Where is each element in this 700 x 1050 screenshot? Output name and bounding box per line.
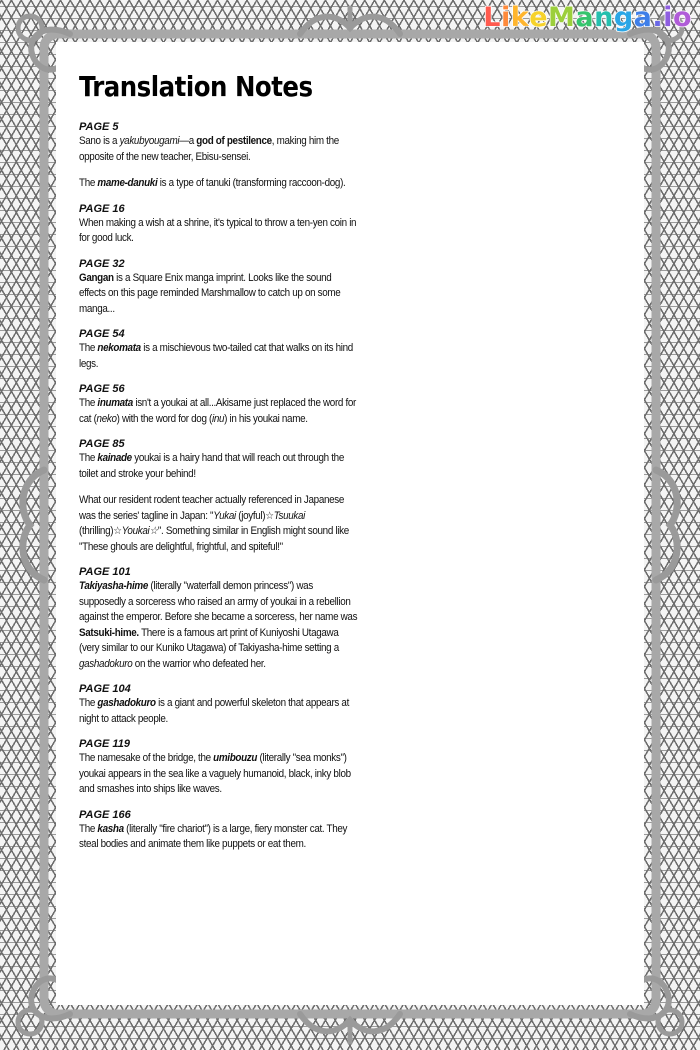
page-reference: PAGE 56: [79, 383, 125, 395]
text-run: There is a famous art print of Kuniyoshi Utagawa (very similar to our Kuniko Utagawa) of Takiyasha-hime setting a: [79, 626, 339, 654]
note-section: [79, 203, 379, 247]
text-run: The: [79, 342, 98, 354]
text-run: is a Square Enix manga imprint. Looks like the sound effects on this page reminded Marshmallow to catch up on some manga...: [79, 271, 341, 315]
text-run: inumata: [97, 397, 133, 409]
text-run: ) in his youkai name.: [224, 412, 308, 425]
watermark-letter: i: [500, 2, 511, 33]
text-run: god of pestilence: [196, 135, 272, 147]
page-reference: PAGE 32: [79, 257, 125, 270]
note-section: [79, 328, 379, 372]
text-run: The: [79, 177, 98, 189]
text-run: (literally "waterfall demon princess") was supposedly a sorceress who raised an army of youkai in a rebellion against the emperor. Before she became a sorceress, her name was: [79, 580, 358, 623]
text-run: on the warrior who defeated her.: [132, 657, 266, 670]
note-section: [79, 566, 379, 672]
page-reference: PAGE 16: [79, 202, 125, 215]
page-reference: PAGE 166: [79, 808, 131, 821]
note-paragraph: [79, 751, 358, 798]
note-paragraph: [79, 493, 358, 555]
note-paragraph: [79, 451, 358, 482]
note-section: [79, 121, 379, 192]
text-run: is a mischievous two-tailed cat that walks on its hind legs.: [79, 342, 353, 370]
text-run: umibouzu: [213, 752, 258, 764]
watermark-letter: a: [575, 2, 595, 33]
watermark-letter: g: [613, 2, 634, 33]
text-run: What our resident rodent teacher actually referenced in Japanese was the series' tagline in Japan: ": [79, 494, 345, 522]
note-paragraph: [79, 579, 358, 672]
text-run: Tsuukai: [273, 509, 306, 522]
note-section: [79, 438, 379, 555]
note-section: [79, 258, 379, 318]
text-run: is a type of tanuki (transforming raccoon-dog).: [157, 177, 346, 189]
text-run: The: [79, 397, 98, 409]
page-reference: PAGE 101: [79, 566, 131, 578]
text-run: nekomata: [97, 342, 141, 354]
text-run: The: [79, 452, 98, 464]
note-paragraph: [79, 822, 358, 853]
text-run: inu: [211, 412, 225, 425]
text-run: isn't a youkai at all...Akisame just replaced the word for cat (: [79, 397, 357, 425]
watermark-letter: .: [652, 2, 664, 33]
page-reference: PAGE 5: [79, 121, 119, 133]
text-run: The: [79, 822, 98, 835]
text-run: (thrilling)☆: [79, 525, 122, 537]
text-run: Yukai: [213, 509, 236, 522]
note-paragraph: [79, 176, 358, 192]
translation-notes: [79, 70, 379, 864]
watermark-letter: M: [548, 2, 576, 33]
text-run: ) with the word for dog (: [116, 412, 212, 425]
text-run: kasha: [97, 822, 124, 835]
watermark-letter: k: [510, 2, 530, 33]
watermark-letter: L: [483, 2, 501, 33]
text-run: The namesake of the bridge, the: [79, 752, 214, 764]
note-section: [79, 383, 379, 427]
page-reference: PAGE 54: [79, 328, 125, 340]
text-run: youkai is a hairy hand that will reach out through the toilet and stroke your behind!: [79, 452, 344, 480]
text-run: The: [79, 697, 98, 709]
notes-list: [79, 121, 379, 853]
text-run: Satsuki-hime.: [79, 626, 139, 639]
text-run: —a: [179, 135, 197, 147]
watermark-logo: [483, 2, 692, 33]
text-run: Gangan: [79, 271, 114, 284]
note-section: [79, 809, 379, 853]
text-run: is a giant and powerful skeleton that appears at night to attack people.: [79, 697, 349, 725]
watermark-letter: n: [594, 2, 614, 33]
watermark-letter: o: [672, 2, 692, 33]
text-run: mame-danuki: [97, 177, 158, 189]
text-run: (joyful)☆: [235, 509, 274, 522]
text-run: Takiyasha-hime: [79, 580, 149, 592]
note-paragraph: [79, 341, 358, 372]
note-paragraph: [79, 216, 358, 247]
text-run: Sano is a: [79, 135, 120, 147]
page-reference: PAGE 85: [79, 438, 125, 450]
text-run: neko: [96, 412, 117, 425]
text-run: yakubyougami: [119, 135, 180, 147]
text-run: , making him the opposite of the new teacher, Ebisu-sensei.: [79, 135, 339, 163]
text-run: gashadokuro: [79, 657, 133, 670]
text-run: (literally "fire chariot") is a large, fiery monster cat. They steal bodies and animate them like puppets or eat them.: [79, 822, 348, 850]
text-run: Youkai☆: [121, 525, 158, 537]
note-section: [79, 738, 379, 798]
text-run: When making a wish at a shrine, it's typical to throw a ten-yen coin in for good luck.: [79, 216, 357, 244]
page-reference: PAGE 119: [79, 738, 130, 750]
text-run: ". Something similar in English might sound like "These ghouls are delightful, frightful, and spiteful!": [79, 525, 349, 553]
text-run: (literally "sea monks") youkai appears in the sea like a vaguely humanoid, black, inky blob and smashes into ships like waves.: [79, 752, 351, 795]
note-section: [79, 683, 379, 727]
note-paragraph: [79, 696, 358, 727]
watermark-letter: e: [529, 2, 548, 33]
text-run: gashadokuro: [97, 697, 156, 709]
page-reference: PAGE 104: [79, 683, 131, 695]
note-paragraph: [79, 396, 358, 427]
note-paragraph: [79, 271, 358, 318]
text-run: kainade: [97, 452, 132, 464]
watermark-letter: a: [633, 2, 653, 33]
note-paragraph: [79, 134, 358, 165]
watermark-letter: i: [663, 2, 673, 33]
page-title: Translation Notes: [79, 70, 313, 103]
